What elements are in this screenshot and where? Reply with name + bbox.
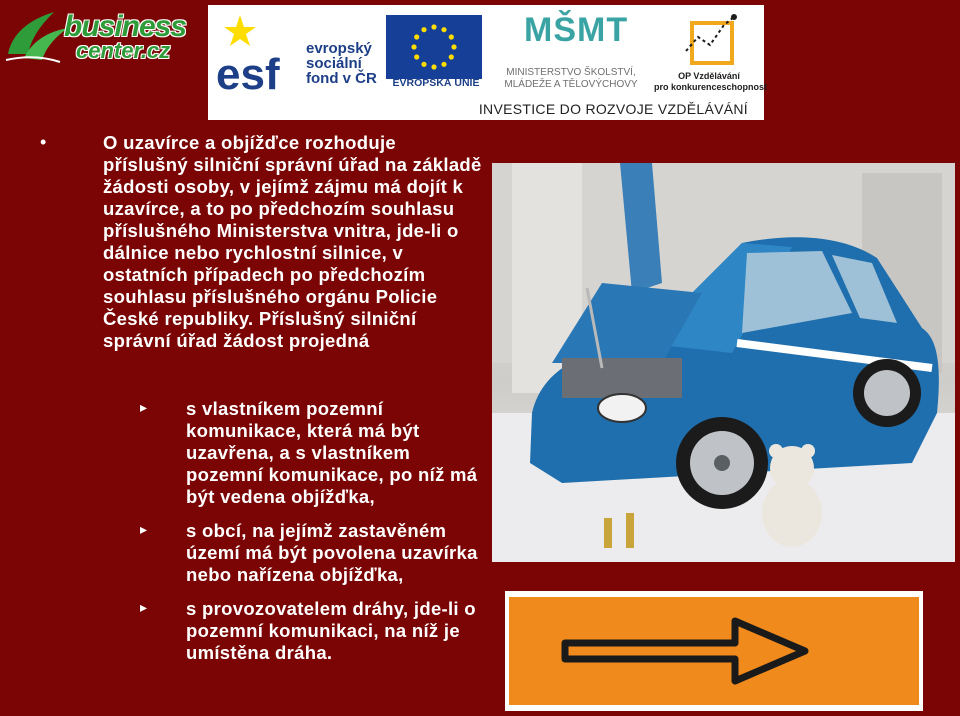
car-illustration [492,163,955,562]
esf-logo-icon [214,11,306,97]
sub-bullet-list [140,398,490,676]
logo-word-center: center.cz [76,38,171,63]
op-logo-icon [680,11,742,73]
triangle-bullet-icon: ▸ [140,600,148,616]
list-item-text: s obcí, na jejímž zastavěném území má být povolena uzavírka nebo nařízena objížďka, [186,520,478,585]
list-item-text: s vlastníkem pozemní komunikace, která má být uzavřena, a s vlastníkem pozemní komunikace, po níž má být vedena objížďka, [186,398,478,507]
list-item [140,520,490,586]
esf-label-line3: fond v ČR [306,70,377,87]
op-label [654,71,768,93]
leaf-icon [2,6,72,66]
triangle-bullet-icon: ▸ [140,400,148,416]
funding-banner [208,5,768,120]
op-label-line2: pro konkurenceschopnost [654,82,768,92]
arrow-right-icon [505,591,923,711]
esf-label-line2: sociální [306,55,362,72]
bullet-marker: • [40,132,47,152]
banner-tagline: INVESTICE DO ROZVOJE VZDĚLÁVÁNÍ [478,101,748,117]
svg-text:esf: esf [216,50,280,97]
msmt-logo: MŠMT [524,11,629,49]
esf-label-line1: evropský [306,40,372,57]
triangle-bullet-icon: ▸ [140,522,148,538]
esf-label [306,41,390,86]
car-photo [492,163,955,562]
business-center-logo [2,6,198,66]
eu-flag-icon [386,15,482,79]
list-item [140,398,490,508]
op-label-line1: OP Vzdělávání [678,71,740,81]
detour-arrow-sign [505,591,923,711]
ministry-label-line1: MINISTERSTVO ŠKOLSTVÍ, [506,67,636,78]
list-item-text: s provozovatelem dráhy, jde-li o pozemní komunikaci, na níž je umístěna dráha. [186,598,476,663]
list-item [140,598,490,664]
logo-word-business: business [64,10,187,43]
ministry-label [486,67,656,91]
ministry-label-line2: MLÁDEŽE A TĚLOVÝCHOVY [504,79,638,90]
main-paragraph: O uzavírce a objížďce rozhoduje příslušný silniční správní úřad na základě žádosti osoby, v jejímž zájmu má dojít k uzavírce, a to po předchozím souhlasu příslušného Ministerstva vnitra, jde-li o dálnice nebo rychlostní silnice, v ostatních případech po předchozím souhlasu příslušného orgánu Policie České republiky. Příslušný silniční správní úřad žádost projedná [103,132,482,351]
eu-label: EVROPSKÁ UNIE [392,77,480,89]
